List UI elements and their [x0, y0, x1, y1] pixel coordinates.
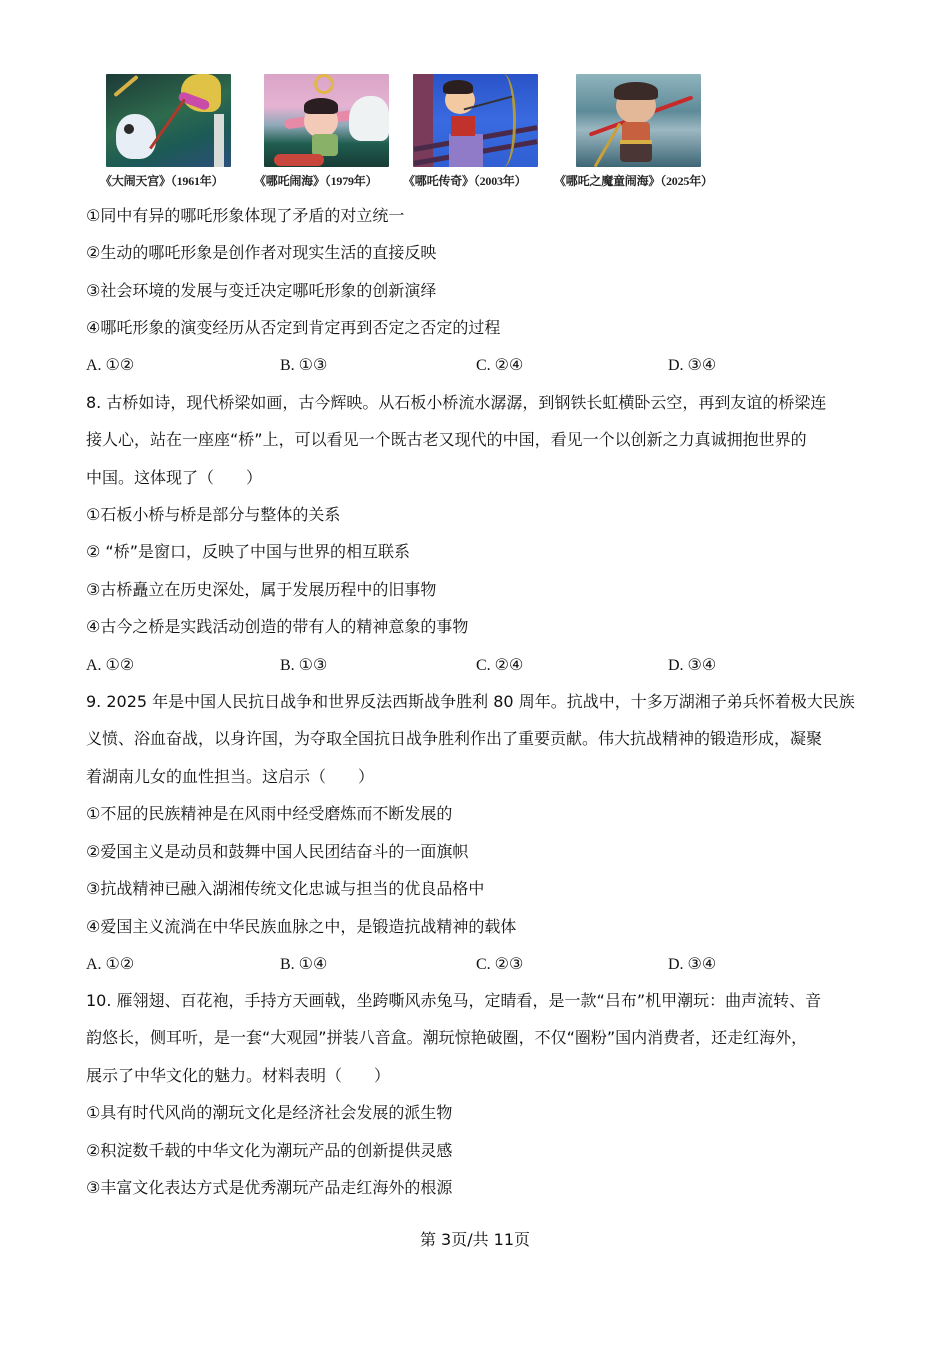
figure-caption: 《哪吒传奇》（2003年） — [403, 174, 527, 188]
q8-statement-3: ③古桥矗立在历史深处，属于发展历程中的旧事物 — [86, 580, 437, 599]
option-b[interactable]: B. ①③ — [280, 357, 328, 374]
q9-statement-1: ①不屈的民族精神是在风雨中经受磨炼而不断发展的 — [86, 804, 453, 823]
figure-caption: 《哪吒之魔童闹海》（2025年） — [554, 174, 713, 188]
q10-statement-3: ③丰富文化表达方式是优秀潮玩产品走红海外的根源 — [86, 1178, 453, 1197]
page-number-footer: 第 3页/共 11页 — [419, 1230, 531, 1249]
q10-stem-line-2: 韵悠长，侧耳听，是一套“大观园”拼装八音盒。潮玩惊艳破圈，不仅“圈粉”国内消费者，还走红海外， — [86, 1028, 808, 1047]
q8-statement-4: ④古今之桥是实践活动创造的带有人的精神意象的事物 — [86, 617, 469, 636]
image-havoc-in-heaven — [106, 74, 231, 167]
option-d[interactable]: D. ③④ — [668, 357, 717, 374]
q9-stem-line-1: 9. 2025 年是中国人民抗日战争和世界反法西斯战争胜利 80 周年。抗战中，十多万湖湘子弟兵怀着极大民族 — [86, 692, 855, 711]
q9-options — [86, 954, 886, 974]
q7-statement-3: ③社会环境的发展与变迁决定哪吒形象的创新演绎 — [86, 281, 437, 300]
figure-4 — [554, 74, 713, 188]
figure-1 — [100, 74, 231, 188]
option-c[interactable]: C. ②④ — [476, 357, 524, 374]
option-b[interactable]: B. ①③ — [280, 657, 328, 674]
nezha-figure-row — [0, 74, 950, 194]
option-d[interactable]: D. ③④ — [668, 657, 717, 674]
q9-stem-line-2: 义愤、浴血奋战，以身许国，为夺取全国抗日战争胜利作出了重要贡献。伟大抗战精神的锻造形成，凝聚 — [86, 729, 823, 748]
figure-3 — [403, 74, 538, 188]
image-nezha-2 — [576, 74, 701, 167]
q8-stem-line-3: 中国。这体现了（ ） — [86, 468, 263, 487]
figure-caption: 《哪吒闹海》（1979年） — [254, 174, 378, 188]
q8-stem-line-2: 接人心，站在一座座“桥”上，可以看见一个既古老又现代的中国，看见一个以创新之力真诚拥抱世界的 — [86, 430, 807, 449]
option-d[interactable]: D. ③④ — [668, 956, 717, 973]
q10-stem-line-1: 10. 雁翎翅、百花袍，手持方天画戟，坐跨嘶风赤兔马，定睛看，是一款“吕布”机甲潮玩：曲声流转、音 — [86, 991, 822, 1010]
figure-2 — [254, 74, 389, 188]
q7-statement-2: ②生动的哪吒形象是创作者对现实生活的直接反映 — [86, 243, 437, 262]
q10-statement-2: ②积淀数千载的中华文化为潮玩产品的创新提供灵感 — [86, 1141, 453, 1160]
figure-caption: 《大闹天宫》（1961年） — [100, 174, 224, 188]
option-a[interactable]: A. ①② — [86, 956, 135, 973]
q8-stem-line-1: 8. 古桥如诗，现代桥梁如画，古今辉映。从石板小桥流水潺潺，到钢铁长虹横卧云空，再到友谊的桥梁连 — [86, 393, 827, 412]
q7-statement-1: ①同中有异的哪吒形象体现了矛盾的对立统一 — [86, 206, 405, 225]
option-a[interactable]: A. ①② — [86, 357, 135, 374]
option-a[interactable]: A. ①② — [86, 657, 135, 674]
q7-statement-4: ④哪吒形象的演变经历从否定到肯定再到否定之否定的过程 — [86, 318, 501, 337]
q10-statement-1: ①具有时代风尚的潮玩文化是经济社会发展的派生物 — [86, 1103, 453, 1122]
q10-stem-line-3: 展示了中华文化的魅力。材料表明（ ） — [86, 1066, 391, 1085]
q9-statement-2: ②爱国主义是动员和鼓舞中国人民团结奋斗的一面旗帜 — [86, 842, 469, 861]
q7-options — [86, 355, 886, 375]
q8-statement-1: ①石板小桥与桥是部分与整体的关系 — [86, 505, 341, 524]
option-b[interactable]: B. ①④ — [280, 956, 328, 973]
q8-statement-2: ② “桥”是窗口，反映了中国与世界的相互联系 — [86, 542, 411, 561]
option-c[interactable]: C. ②④ — [476, 657, 524, 674]
image-legend-of-nezha — [413, 74, 538, 167]
q9-stem-line-3: 着湖南儿女的血性担当。这启示（ ） — [86, 767, 375, 786]
option-c[interactable]: C. ②③ — [476, 956, 524, 973]
q9-statement-3: ③抗战精神已融入湖湘传统文化忠诚与担当的优良品格中 — [86, 879, 485, 898]
q9-statement-4: ④爱国主义流淌在中华民族血脉之中，是锻造抗战精神的载体 — [86, 917, 517, 936]
q8-options — [86, 655, 886, 675]
image-nezha-conquers-dragon-king — [264, 74, 389, 167]
